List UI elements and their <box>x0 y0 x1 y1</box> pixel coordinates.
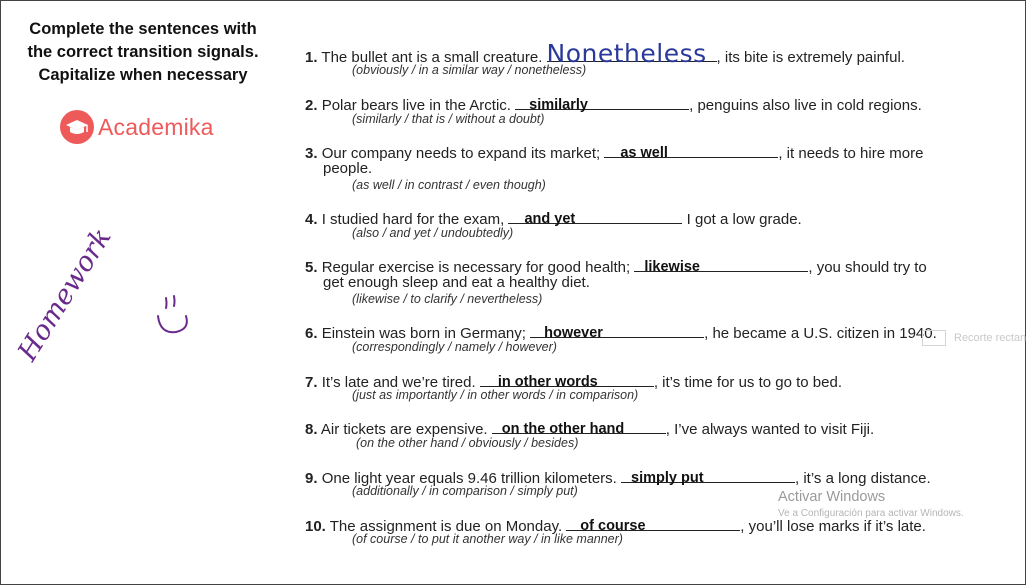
answer-blank[interactable] <box>604 142 778 161</box>
answer-blank[interactable] <box>515 94 689 113</box>
answer-blank[interactable] <box>621 467 795 486</box>
question-3: 3. Our company needs to expand its market; as well , it needs to hire more <box>305 142 923 163</box>
snip-icon <box>922 330 946 346</box>
question-7: 7. It’s late and we’re tired. in other words , it’s time for us to go to bed. <box>305 371 842 392</box>
instructions-line-1: Complete the sentences with <box>29 20 257 38</box>
question-4: 4. I studied hard for the exam, and yet I got a low grade. <box>305 208 802 229</box>
answer-text: in other words <box>497 374 598 390</box>
answer-blank[interactable] <box>492 418 666 437</box>
answer-blank[interactable] <box>508 208 682 227</box>
answer-blank[interactable] <box>530 322 704 341</box>
answer-text: on the other hand <box>501 421 625 437</box>
instructions-line-3: Capitalize when necessary <box>38 66 248 84</box>
answer-blank[interactable] <box>546 39 717 68</box>
options-10: (of course / to put it another way / in like manner) <box>352 532 623 546</box>
question-10: 10. The assignment is due on Monday. of course , you’ll lose marks if it’s late. <box>305 515 926 536</box>
answer-text: Nonetheless <box>546 39 707 68</box>
answer-text: of course <box>580 518 646 534</box>
snip-hint: Recorte rectan <box>922 330 1026 346</box>
options-4: (also / and yet / undoubtedly) <box>352 226 514 240</box>
answer-blank[interactable] <box>566 515 740 534</box>
answer-text: as well <box>620 145 668 161</box>
answer-text: however <box>544 325 603 341</box>
answer-text: and yet <box>524 211 576 227</box>
question-2: 2. Polar bears live in the Arctic. similarly , penguins also live in cold regions. <box>305 94 922 115</box>
options-5: (likewise / to clarify / nevertheless) <box>352 292 543 306</box>
answer-text: simply put <box>631 470 704 486</box>
question-3-continuation: people. <box>323 160 373 177</box>
options-6: (correspondingly / namely / however) <box>352 340 557 354</box>
options-2: (similarly / that is / without a doubt) <box>352 112 545 126</box>
answer-text: similarly <box>529 97 588 113</box>
windows-activation-subtitle: Ve a Configuración para activar Windows. <box>778 508 964 519</box>
question-5-continuation: get enough sleep and eat a healthy diet. <box>323 274 590 291</box>
options-9: (additionally / in comparison / simply put) <box>352 484 578 498</box>
options-1: (obviously / in a similar way / nonetheless) <box>352 63 587 77</box>
instructions-line-2: the correct transition signals. <box>27 43 259 61</box>
options-3: (as well / in contrast / even though) <box>352 178 546 192</box>
question-1: 1. The bullet ant is a small creature. Nonetheless , its bite is extremely painful. <box>305 39 905 68</box>
logo-text: Academika <box>98 113 214 140</box>
question-9: 9. One light year equals 9.46 trillion kilometers. simply put , it’s a long distance. <box>305 467 931 488</box>
question-5: 5. Regular exercise is necessary for good health; likewise , you should try to <box>305 256 927 277</box>
options-7: (just as importantly / in other words / in comparison) <box>352 388 639 402</box>
homework-handwriting: Homework <box>12 222 118 367</box>
question-6: 6. Einstein was born in Germany; however , he became a U.S. citizen in 1940. <box>305 322 937 343</box>
question-8: 8. Air tickets are expensive. on the other hand , I’ve always wanted to visit Fiji. <box>305 418 874 439</box>
answer-blank[interactable] <box>480 371 654 390</box>
answer-text: likewise <box>644 259 700 275</box>
answer-blank[interactable] <box>634 256 808 275</box>
windows-activation-title: Activar Windows <box>778 489 886 505</box>
options-8: (on the other hand / obviously / besides) <box>356 436 579 450</box>
